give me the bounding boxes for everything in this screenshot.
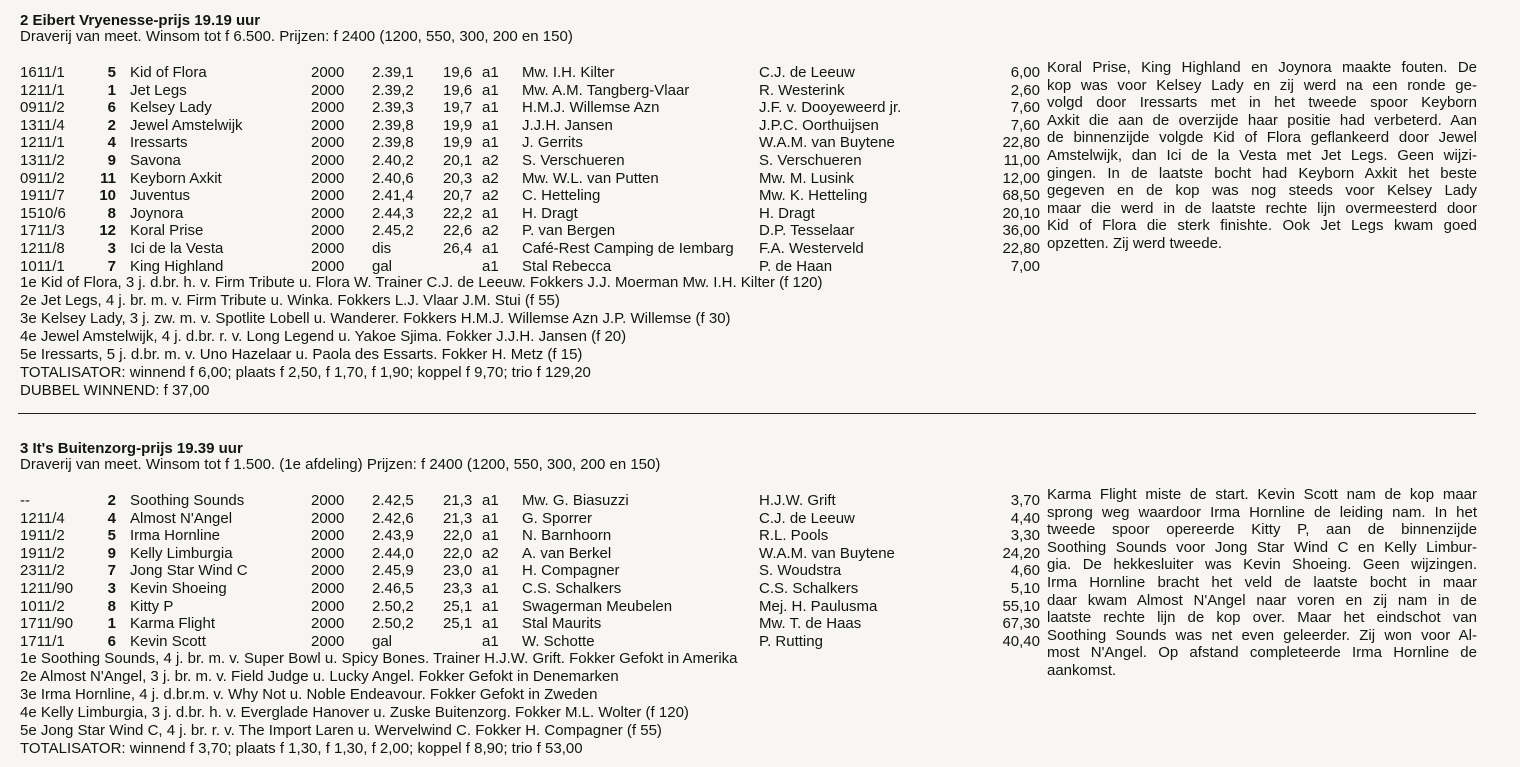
table-row	[0, 258, 1040, 276]
trainer: H.J.W. Grift	[759, 492, 836, 509]
horse-name: Jewel Amstelwijk	[130, 116, 243, 134]
table-row	[0, 580, 1040, 598]
km-time: 26,4	[443, 239, 473, 257]
horse-name: Kid of Flora	[130, 64, 207, 81]
section-divider	[18, 413, 1476, 414]
totalisator-line: TOTALISATOR: winnend f 6,00; plaats f 2,50, f 1,70, f 1,90; koppel f 9,70; trio f 129,20	[20, 364, 591, 381]
class-code: a1	[482, 597, 499, 615]
report-line: Soothing Sounds was net even geleerder. Zij won voor Al-	[1047, 626, 1477, 644]
horse-name: King Highland	[130, 257, 224, 275]
report-line: Soothing Sounds voor Jong Star Wind C en Kelly Limbur-	[1047, 538, 1477, 556]
trainer: R. Westerink	[759, 81, 845, 99]
report-line: Kid of Flora die sterk finishte. Ook Jet Legs kwam goed	[1047, 217, 1477, 235]
odds: 40,40	[1002, 632, 1040, 650]
trainer: C.S. Schalkers	[759, 579, 859, 597]
report-line: de binnenzijde volgde Kid of Flora geflankeerd door Jewel	[1047, 129, 1477, 147]
horse-name: Soothing Sounds	[130, 492, 245, 509]
trainer: S. Woudstra	[759, 562, 842, 580]
race-time: dis	[372, 239, 392, 257]
race-time: 2.45,2	[372, 222, 414, 240]
driver: Mw. A.M. Tangberg-Vlaar	[522, 81, 690, 99]
odds: 36,00	[1002, 222, 1040, 240]
driver: Mw. G. Biasuzzi	[522, 492, 629, 509]
form-code: 1711/3	[20, 222, 65, 240]
horse-name: Juventus	[130, 187, 191, 205]
odds: 7,00	[1010, 257, 1040, 275]
distance: 2000	[311, 187, 345, 205]
start-number: 1	[107, 615, 116, 633]
distance: 2000	[311, 116, 345, 134]
report-line: opzetten. Zij werd tweede.	[1047, 234, 1223, 252]
distance: 2000	[311, 632, 345, 650]
driver: J.J.H. Jansen	[522, 116, 613, 134]
odds: 55,10	[1002, 597, 1040, 615]
race-time: 2.39,8	[372, 134, 414, 152]
driver: H.M.J. Willemse Azn	[522, 99, 660, 117]
class-code: a1	[482, 99, 499, 117]
start-number: 4	[107, 509, 116, 527]
distance: 2000	[311, 99, 345, 117]
race-time: 2.39,1	[372, 64, 414, 81]
odds: 11,00	[1003, 151, 1040, 169]
distance: 2000	[311, 615, 345, 633]
driver: Mw. I.H. Kilter	[522, 64, 615, 81]
race-time: 2.45,9	[372, 562, 414, 580]
class-code: a1	[482, 64, 499, 81]
class-code: a1	[482, 116, 499, 134]
race-time: 2.44,3	[372, 204, 414, 222]
odds: 4,40	[1010, 509, 1040, 527]
form-code: 1711/1	[20, 632, 65, 650]
table-row	[0, 152, 1040, 170]
table-row	[0, 64, 1040, 82]
odds: 22,80	[1002, 134, 1040, 152]
placing-line: 2e Almost N'Angel, 3 j. br. m. v. Field Judge u. Lucky Angel. Fokker Gefokt in Denemarken	[20, 668, 619, 685]
distance: 2000	[311, 544, 345, 562]
form-code: 1211/8	[20, 239, 65, 257]
report-line: sprong weg waardoor Irma Hornline de leiding nam. In het	[1047, 503, 1477, 521]
driver: C.S. Schalkers	[522, 579, 622, 597]
start-number: 2	[107, 492, 116, 509]
distance: 2000	[311, 562, 345, 580]
odds: 7,60	[1010, 99, 1040, 117]
form-code: 1011/1	[20, 257, 65, 275]
placing-line: 4e Jewel Amstelwijk, 4 j. d.br. r. v. Long Legend u. Yakoe Sjima. Fokker J.J.H. Jansen (f 20)	[20, 328, 627, 345]
table-row	[0, 615, 1040, 633]
placing-line: 5e Iressarts, 5 j. d.br. m. v. Uno Hazelaar u. Paola des Essarts. Fokker H. Metz (f 15)	[20, 346, 583, 363]
table-row	[0, 527, 1040, 545]
trainer: H. Dragt	[759, 204, 815, 222]
km-time: 19,9	[443, 134, 473, 152]
start-number: 8	[107, 204, 116, 222]
distance: 2000	[311, 222, 345, 240]
race-time: 2.40,2	[372, 151, 414, 169]
form-code: 0911/2	[20, 169, 65, 187]
class-code: a1	[482, 204, 499, 222]
odds: 22,80	[1002, 239, 1040, 257]
form-code: 2311/2	[20, 562, 65, 580]
km-time: 20,1	[443, 151, 473, 169]
start-number: 7	[107, 257, 116, 275]
table-row	[0, 510, 1040, 528]
placing-line: 3e Kelsey Lady, 3 j. zw. m. v. Spotlite Lobell u. Wanderer. Fokkers H.M.J. Willemse Azn J.P. Willemse (f 30)	[20, 310, 731, 327]
form-code: 1211/90	[20, 579, 74, 597]
start-number: 3	[107, 579, 116, 597]
odds: 12,00	[1002, 169, 1040, 187]
km-time: 23,0	[443, 562, 473, 580]
driver: Café-Rest Camping de Iembarg	[522, 239, 734, 257]
results-table	[0, 492, 1040, 650]
class-code: a2	[482, 222, 499, 240]
distance: 2000	[311, 492, 345, 509]
trainer: Mej. H. Paulusma	[759, 597, 878, 615]
race-report	[1047, 59, 1477, 253]
horse-name: Jet Legs	[130, 81, 187, 99]
start-number: 1	[107, 81, 116, 99]
driver: N. Barnhoorn	[522, 527, 612, 545]
class-code: a1	[482, 615, 499, 633]
class-code: a2	[482, 169, 499, 187]
start-number: 4	[107, 134, 116, 152]
km-time: 19,6	[443, 81, 473, 99]
driver: Mw. W.L. van Putten	[522, 169, 659, 187]
race-time: 2.39,3	[372, 99, 414, 117]
start-number: 9	[107, 151, 116, 169]
class-code: a1	[482, 257, 499, 275]
report-line: gegeven en de kop was nog steeds voor Kelsey Lady	[1047, 182, 1477, 200]
class-code: a1	[482, 509, 499, 527]
results-table	[0, 64, 1040, 275]
report-line: Amstelwijk, dan Ici de la Vesta met Jet Legs. Geen wijzi-	[1047, 146, 1477, 164]
race-time: 2.42,5	[372, 492, 414, 509]
table-row	[0, 240, 1040, 258]
report-line: volgd door Iressarts met in het tweede spoor Keyborn	[1047, 94, 1477, 112]
start-number: 5	[107, 527, 116, 545]
trainer: D.P. Tesselaar	[759, 222, 855, 240]
table-row	[0, 82, 1040, 100]
form-code: 1311/4	[20, 116, 65, 134]
trainer: F.A. Westerveld	[759, 239, 864, 257]
race-time: 2.43,9	[372, 527, 414, 545]
km-time: 22,6	[443, 222, 473, 240]
table-row	[0, 99, 1040, 117]
race-time: gal	[372, 632, 393, 650]
trainer: P. de Haan	[759, 257, 833, 275]
race-time: 2.40,6	[372, 169, 414, 187]
start-number: 7	[107, 562, 116, 580]
distance: 2000	[311, 151, 345, 169]
race-time: gal	[372, 257, 393, 275]
race-time: 2.50,2	[372, 597, 414, 615]
class-code: a1	[482, 239, 499, 257]
trainer: J.P.C. Oorthuijsen	[759, 116, 879, 134]
driver: P. van Bergen	[522, 222, 616, 240]
distance: 2000	[311, 64, 345, 81]
horse-name: Kitty P	[130, 597, 174, 615]
distance: 2000	[311, 597, 345, 615]
class-code: a2	[482, 151, 499, 169]
form-code: 1510/6	[20, 204, 66, 222]
horse-name: Almost N'Angel	[130, 509, 233, 527]
distance: 2000	[311, 527, 345, 545]
horse-name: Kevin Scott	[130, 632, 206, 650]
horse-name: Irma Hornline	[130, 527, 221, 545]
horse-name: Jong Star Wind C	[130, 562, 248, 580]
class-code: a1	[482, 527, 499, 545]
race-report	[1047, 486, 1477, 680]
report-line: gingen. In de laatste bocht had Keyborn Axkit het beste	[1047, 164, 1477, 182]
driver: Stal Maurits	[522, 615, 602, 633]
start-number: 6	[107, 99, 116, 117]
start-number: 9	[107, 544, 116, 562]
km-time: 21,3	[443, 509, 473, 527]
placing-line: 5e Jong Star Wind C, 4 j. br. r. v. The Import Laren u. Wervelwind C. Fokker H. Compagner (f 55)	[20, 722, 662, 739]
form-code: 0911/2	[20, 99, 65, 117]
report-line: tweede spoor opereerde Kitty P, aan de binnenzijde	[1047, 521, 1477, 539]
horse-name: Koral Prise	[130, 222, 204, 240]
distance: 2000	[311, 169, 345, 187]
km-time: 19,6	[443, 64, 473, 81]
race-time: 2.46,5	[372, 579, 414, 597]
driver: W. Schotte	[522, 632, 595, 650]
table-row	[0, 117, 1040, 135]
trainer: J.F. v. Dooyeweerd jr.	[759, 99, 902, 117]
odds: 67,30	[1002, 615, 1040, 633]
form-code: 1911/2	[20, 527, 65, 545]
table-row	[0, 222, 1040, 240]
report-line: aankomst.	[1047, 661, 1117, 679]
distance: 2000	[311, 204, 345, 222]
horse-name: Ici de la Vesta	[130, 239, 224, 257]
class-code: a1	[482, 579, 499, 597]
start-number: 8	[107, 597, 116, 615]
km-time: 25,1	[443, 597, 473, 615]
placing-line: 1e Soothing Sounds, 4 j. br. m. v. Super Bowl u. Spicy Bones. Trainer H.J.W. Grift. Fokker Gefokt in Amerika	[20, 650, 738, 667]
horse-name: Kevin Shoeing	[130, 579, 227, 597]
table-row	[0, 633, 1040, 651]
driver: J. Gerrits	[522, 134, 583, 152]
placing-details	[20, 274, 823, 400]
form-code: --	[20, 492, 30, 509]
horse-name: Kelly Limburgia	[130, 544, 233, 562]
report-line: Koral Prise, King Highland en Joynora maakte fouten. De	[1047, 59, 1477, 76]
report-line: Irma Hornline bracht het veld de laatste bocht in maar	[1047, 573, 1477, 591]
form-code: 1211/1	[20, 81, 65, 99]
km-time: 23,3	[443, 579, 473, 597]
placing-line: 4e Kelly Limburgia, 3 j. d.br. h. v. Everglade Hanover u. Zuske Buitenzorg. Fokker M.L. Wolter (f 120)	[20, 704, 689, 721]
km-time: 22,0	[443, 544, 473, 562]
distance: 2000	[311, 134, 345, 152]
trainer: Mw. K. Hetteling	[759, 187, 868, 205]
distance: 2000	[311, 509, 345, 527]
trainer: C.J. de Leeuw	[759, 64, 855, 81]
class-code: a1	[482, 81, 499, 99]
driver: H. Dragt	[522, 204, 578, 222]
km-time: 25,1	[443, 615, 473, 633]
horse-name: Karma Flight	[130, 615, 216, 633]
trainer: W.A.M. van Buytene	[759, 134, 895, 152]
trainer: S. Verschueren	[759, 151, 862, 169]
horse-name: Keyborn Axkit	[130, 169, 222, 187]
driver: A. van Berkel	[522, 544, 612, 562]
horse-name: Savona	[130, 151, 181, 169]
horse-name: Iressarts	[130, 134, 188, 152]
km-time: 21,3	[443, 492, 473, 509]
class-code: a1	[482, 492, 499, 509]
odds: 20,10	[1002, 204, 1040, 222]
totalisator-line: TOTALISATOR: winnend f 3,70; plaats f 1,30, f 1,30, f 2,00; koppel f 8,90; trio f 53,00	[20, 740, 583, 757]
trainer: Mw. M. Lusink	[759, 169, 855, 187]
form-code: 1311/2	[20, 151, 65, 169]
driver: H. Compagner	[522, 562, 620, 580]
km-time: 22,2	[443, 204, 473, 222]
race-time: 2.50,2	[372, 615, 414, 633]
odds: 7,60	[1010, 116, 1040, 134]
form-code: 1711/90	[20, 615, 74, 633]
trainer: Mw. T. de Haas	[759, 615, 862, 633]
report-line: Karma Flight miste de start. Kevin Scott nam de kop maar	[1047, 486, 1477, 503]
horse-name: Joynora	[130, 204, 184, 222]
odds: 5,10	[1010, 579, 1040, 597]
km-time: 20,3	[443, 169, 473, 187]
form-code: 1011/2	[20, 597, 65, 615]
race-title: 3 It's Buitenzorg-prijs 19.39 uur	[20, 440, 243, 457]
form-code: 1911/2	[20, 544, 65, 562]
table-row	[0, 545, 1040, 563]
table-row	[0, 562, 1040, 580]
report-line: daar kwam Almost N'Angel naar voren en zij nam in de	[1047, 591, 1477, 609]
class-code: a2	[482, 544, 499, 562]
table-row	[0, 134, 1040, 152]
driver: Stal Rebecca	[522, 257, 612, 275]
distance: 2000	[311, 81, 345, 99]
table-row	[0, 187, 1040, 205]
form-code: 1611/1	[20, 64, 65, 81]
race-time: 2.39,8	[372, 116, 414, 134]
driver: C. Hetteling	[522, 187, 601, 205]
race-time: 2.44,0	[372, 544, 414, 562]
form-code: 1911/7	[20, 187, 65, 205]
form-code: 1211/4	[20, 509, 65, 527]
report-line: gia. De hekkesluiter was Kevin Shoeing. Geen wijzingen.	[1047, 556, 1477, 574]
report-line: kop was voor Kelsey Lady en zij werd na een ronde ge-	[1047, 76, 1477, 94]
class-code: a1	[482, 632, 499, 650]
table-row	[0, 205, 1040, 223]
horse-name: Kelsey Lady	[130, 99, 212, 117]
class-code: a2	[482, 187, 499, 205]
table-row	[0, 598, 1040, 616]
km-time: 22,0	[443, 527, 473, 545]
start-number: 6	[107, 632, 116, 650]
report-line: maar die werd in de laatste rechte lijn overmeesterd door	[1047, 199, 1477, 217]
placing-line: 2e Jet Legs, 4 j. br. m. v. Firm Tribute u. Winka. Fokkers L.J. Vlaar J.M. Stui (f 55)	[20, 292, 560, 309]
trainer: R.L. Pools	[759, 527, 829, 545]
driver: S. Verschueren	[522, 151, 625, 169]
odds: 3,70	[1010, 492, 1040, 509]
odds: 6,00	[1010, 64, 1040, 81]
start-number: 5	[107, 64, 116, 81]
trainer: C.J. de Leeuw	[759, 509, 855, 527]
placing-line: 1e Kid of Flora, 3 j. d.br. h. v. Firm Tribute u. Flora W. Trainer C.J. de Leeuw. Fokkers J.J. Moerman Mw. I.H. Kilter (f 120)	[20, 274, 823, 291]
start-number: 3	[107, 239, 116, 257]
class-code: a1	[482, 562, 499, 580]
race-title: 2 Eibert Vryenesse-prijs 19.19 uur	[20, 12, 261, 29]
report-line: laatste rechte lijn de kop over. Maar het eindschot van	[1047, 609, 1477, 627]
start-number: 12	[99, 222, 116, 240]
odds: 68,50	[1002, 187, 1040, 205]
km-time: 19,9	[443, 116, 473, 134]
race-conditions: Draverij van meet. Winsom tot f 6.500. Prijzen: f 2400 (1200, 550, 300, 200 en 150)	[20, 28, 573, 45]
odds: 24,20	[1002, 544, 1040, 562]
odds: 3,30	[1010, 527, 1040, 545]
form-code: 1211/1	[20, 134, 65, 152]
placing-details	[20, 650, 738, 758]
driver: G. Sporrer	[522, 509, 593, 527]
km-time: 19,7	[443, 99, 473, 117]
placing-line: 3e Irma Hornline, 4 j. d.br.m. v. Why Not u. Noble Endeavour. Fokker Gefokt in Zweden	[20, 686, 598, 703]
table-row	[0, 170, 1040, 188]
report-line: Axkit die aan de overzijde haar positie had verbeterd. Aan	[1047, 111, 1477, 129]
table-row	[0, 492, 1040, 510]
distance: 2000	[311, 257, 345, 275]
start-number: 2	[107, 116, 116, 134]
km-time: 20,7	[443, 187, 473, 205]
start-number: 11	[100, 169, 116, 187]
start-number: 10	[99, 187, 116, 205]
odds: 2,60	[1010, 81, 1040, 99]
trainer: P. Rutting	[759, 632, 823, 650]
odds: 4,60	[1010, 562, 1040, 580]
race-time: 2.39,2	[372, 81, 414, 99]
class-code: a1	[482, 134, 499, 152]
race-conditions: Draverij van meet. Winsom tot f 1.500. (1e afdeling) Prijzen: f 2400 (1200, 550, 300, 200 en 150)	[20, 456, 661, 473]
report-line: most N'Angel. Op afstand completeerde Irma Hornline de	[1047, 644, 1477, 662]
distance: 2000	[311, 239, 345, 257]
race-time: 2.42,6	[372, 509, 414, 527]
driver: Swagerman Meubelen	[522, 597, 673, 615]
distance: 2000	[311, 579, 345, 597]
race-time: 2.41,4	[372, 187, 414, 205]
trainer: W.A.M. van Buytene	[759, 544, 895, 562]
dubbel-winnend-line: DUBBEL WINNEND: f 37,00	[20, 382, 210, 399]
